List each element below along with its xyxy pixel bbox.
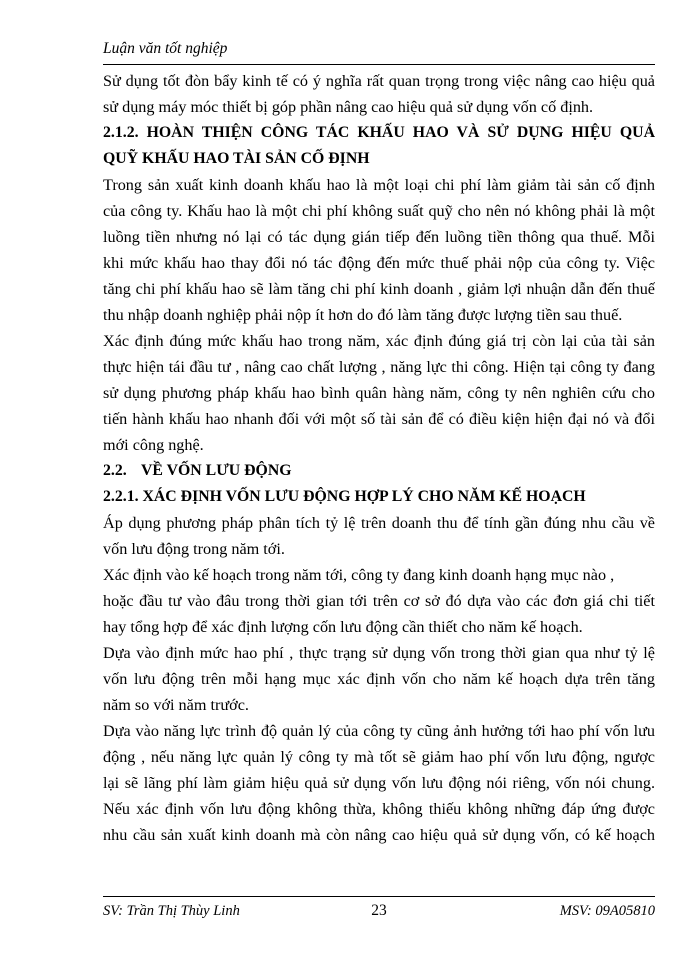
section-title: VỀ VỐN LƯU ĐỘNG	[141, 462, 292, 479]
paragraph-line: tiến hành khấu hao nhanh đối với một số tài sản để có điều kiện hiện đại nó và đổi	[103, 410, 655, 428]
paragraph-line: động , nếu năng lực quản lý công ty mà tốt sẽ giảm hao phí vốn lưu động, ngược	[103, 748, 655, 766]
paragraph-line: Xác định vào kế hoạch trong năm tới, công ty đang kinh doanh hạng mục nào ,	[103, 566, 615, 584]
paragraph-line: hay tổng hợp để xác định lượng cốn lưu động cần thiết cho năm kế hoạch.	[103, 618, 583, 636]
paragraph-management	[103, 718, 655, 848]
paragraph-line: Trong sản xuất kinh doanh khấu hao là một loại chi phí làm giảm tài sản cố định	[103, 176, 655, 194]
paragraph-line: Áp dụng phương pháp phân tích tỷ lệ trên doanh thu để tính gần đúng nhu cầu về	[103, 514, 655, 532]
paragraph-line: Sử dụng tốt đòn bẩy kinh tế có ý nghĩa rất quan trọng trong việc nâng cao hiệu quả	[103, 72, 655, 90]
section-number: 2.2.	[103, 462, 127, 479]
paragraph-line: vốn lưu động trong năm tới.	[103, 540, 285, 558]
paragraph-line: nhu cầu sản xuất kinh doanh mà còn nâng cao hiệu quả sử dụng vốn, có kế hoạch	[103, 826, 655, 844]
paragraph-line: thực hiện tái đầu tư , nâng cao chất lượng , năng lực thi công. Hiện tại công ty đang	[103, 358, 655, 376]
paragraph-line: năm so với năm trước.	[103, 696, 249, 714]
heading-line: QUỸ KHẤU HAO TÀI SẢN CỐ ĐỊNH	[103, 150, 370, 167]
paragraph-line: mới công nghệ.	[103, 436, 204, 454]
paragraph-line: lại sẽ lãng phí làm giảm hiệu quả sử dụng vốn lưu động nói riêng, vốn nói chung.	[103, 774, 655, 792]
paragraph-line: vốn lưu động trên mỗi hạng mục xác định vốn cho năm kế hoạch dựa trên tăng	[103, 670, 655, 688]
paragraph-norms	[103, 640, 655, 718]
page-number: 23	[371, 902, 387, 919]
paragraph-depreciation	[103, 172, 655, 328]
section-heading-2-2-1: 2.2.1. XÁC ĐỊNH VỐN LƯU ĐỘNG HỢP LÝ CHO NĂM KẾ HOẠCH	[103, 488, 586, 505]
paragraph-plan	[103, 562, 655, 640]
paragraph-line: sử dụng phương pháp khấu hao bình quân hàng năm, công ty nên nghiên cứu cho	[103, 384, 655, 402]
paragraph-line: Xác định đúng mức khấu hao trong năm, xác định đúng giá trị còn lại của tài sản	[103, 332, 655, 350]
paragraph-depreciation-rate	[103, 328, 655, 458]
paragraph-line: của công ty. Khấu hao là một chi phí không suất quỹ cho nên nó không phải là một	[103, 202, 655, 220]
paragraph-ratio-method	[103, 510, 655, 562]
page-footer	[103, 896, 655, 921]
paragraph-line: luồng tiền nhưng nó lại có tác dụng gián tiếp đến luồng tiền thông qua thuế. Mỗi	[103, 228, 655, 246]
paragraph-line: tăng chi phí khấu hao sẽ làm tăng chi phí kinh doanh , giảm lợi nhuận dẫn đến thuế	[103, 280, 655, 298]
section-heading-2-2	[103, 458, 655, 484]
paragraph-line: hoặc đầu tư vào đâu trong thời gian tới trên cơ sở đó dựa vào các đơn giá chi tiết	[103, 592, 655, 610]
paragraph-line: Dựa vào định mức hao phí , thực trạng sử dụng vốn trong thời gian qua như tỷ lệ	[103, 644, 655, 662]
paragraph-line: sử dụng máy móc thiết bị góp phần nâng cao hiệu quả sử dụng vốn cố định.	[103, 98, 594, 116]
heading-line: 2.1.2. HOÀN THIỆN CÔNG TÁC KHẤU HAO VÀ SỬ DỤNG HIỆU QUẢ	[103, 124, 655, 141]
paragraph-line: khi mức khấu hao thay đổi nó tác động đến mức thuế phải nộp của công ty. Việc	[103, 254, 655, 272]
header-title: Luận văn tốt nghiệp	[103, 40, 228, 57]
paragraph-line: thu nhập doanh nghiệp phải nộp ít hơn do đó làm tăng được lượng tiền sau thuế.	[103, 306, 623, 324]
section-heading-2-1-2	[103, 120, 655, 172]
document-body	[103, 68, 655, 848]
footer-student-id: MSV: 09A05810	[559, 903, 655, 919]
paragraph-line: Nếu xác định vốn lưu động không thừa, không thiếu không những đáp ứng được	[103, 800, 655, 818]
page-header	[103, 38, 655, 65]
paragraph-intro	[103, 68, 655, 120]
paragraph-line: Dựa vào năng lực trình độ quản lý của công ty cũng ảnh hưởng tới hao phí vốn lưu	[103, 722, 655, 740]
footer-author: SV: Trần Thị Thùy Linh	[103, 903, 240, 919]
